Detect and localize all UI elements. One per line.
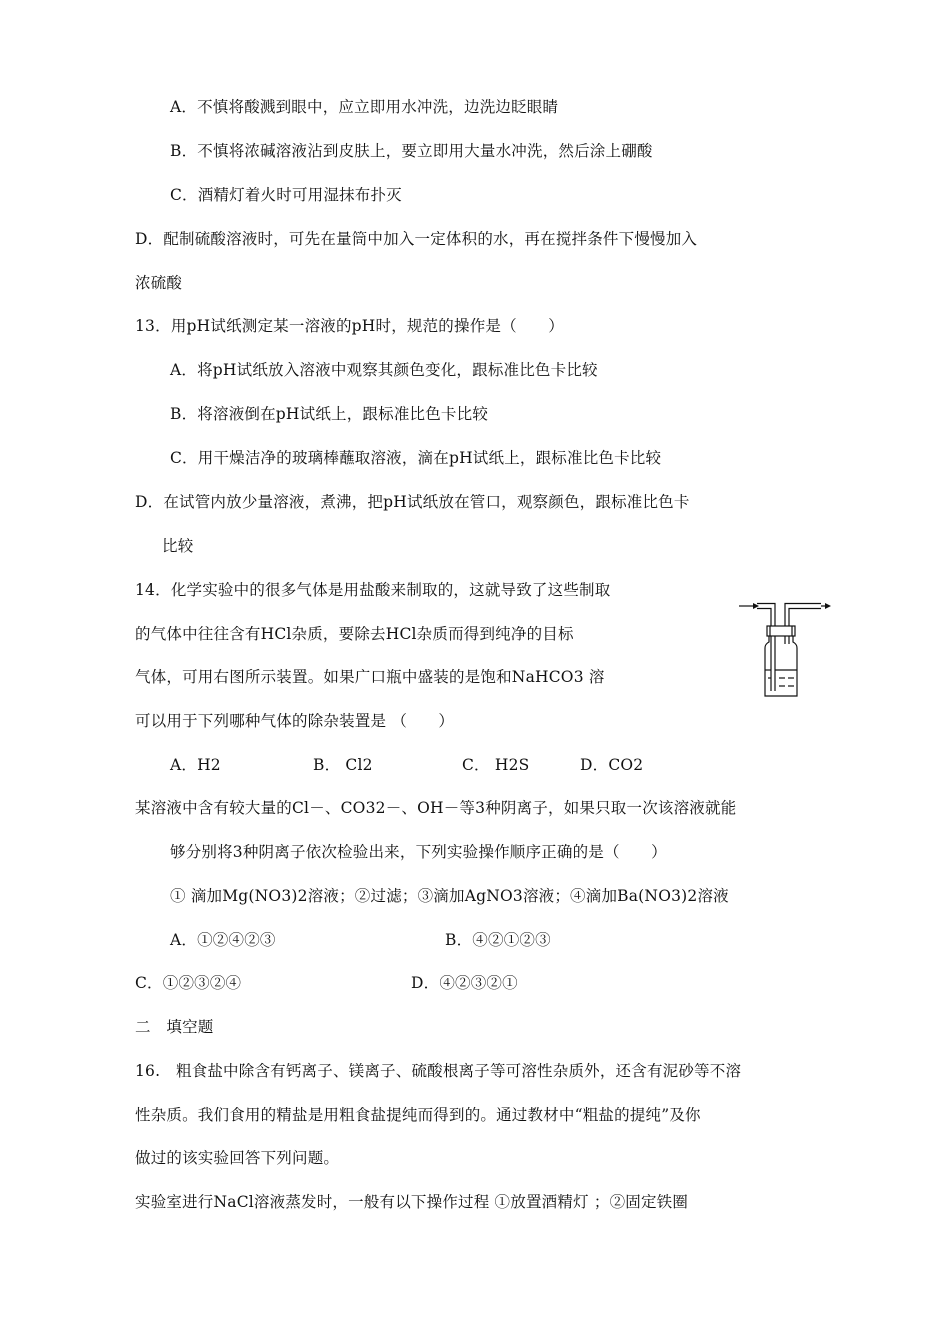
q15-option-a: A．①②④②③ (170, 931, 276, 949)
q14-stem-line1: 14．化学实验中的很多气体是用盐酸来制取的，这就导致了这些制取 (135, 581, 611, 599)
q13-option-a: A．将pH试纸放入溶液中观察其颜色变化，跟标准比色卡比较 (170, 361, 598, 379)
q14-option-a: A．H2 (170, 756, 221, 774)
q16-line4: 实验室进行NaCl溶液蒸发时，一般有以下操作过程 ①放置酒精灯 ；②固定铁圈 (135, 1193, 689, 1211)
q15-option-d: D．④②③②① (411, 974, 518, 992)
q15-stem-line1: 某溶液中含有较大量的Cl－、CO32－、OH－等3种阴离子，如果只取一次该溶液就能 (135, 799, 737, 817)
q13-stem: 13．用pH试纸测定某一溶液的pH时，规范的操作是（ ） (135, 317, 564, 335)
q14-option-c: C． H2S (462, 756, 530, 774)
q15-option-c: C．①②③②④ (135, 974, 242, 992)
q14-stem-line4: 可以用于下列哪种气体的除杂装置是 （ ） (135, 712, 455, 730)
q14-stem-line3: 气体，可用右图所示装置。如果广口瓶中盛装的是饱和NaHCO3 溶 (135, 668, 605, 686)
q15-option-b: B．④②①②③ (445, 931, 551, 949)
section-title-fill-in: 二 填空题 (135, 1018, 214, 1036)
q12-option-a: A．不慎将酸溅到眼中，应立即用水冲洗，边洗边眨眼睛 (170, 98, 559, 116)
q16-line3: 做过的该实验回答下列问题。 (135, 1149, 340, 1167)
q13-option-d-line1: D．在试管内放少量溶液，煮沸，把pH试纸放在管口，观察颜色，跟标准比色卡 (135, 493, 690, 511)
q14-option-b: B． Cl2 (313, 756, 373, 774)
q16-line2: 性杂质。我们食用的精盐是用粗食盐提纯而得到的。通过教材中“粗盐的提纯”及你 (135, 1106, 701, 1124)
gas-washing-bottle-icon (735, 596, 835, 700)
q14-option-d: D．CO2 (580, 756, 644, 774)
q14-stem-line2: 的气体中往往含有HCl杂质，要除去HCl杂质而得到纯净的目标 (135, 625, 574, 643)
q13-option-d-line2: 比较 (162, 537, 194, 555)
q12-option-d-line2: 浓硫酸 (135, 274, 183, 292)
q12-option-d-line1: D．配制硫酸溶液时，可先在量筒中加入一定体积的水，再在搅拌条件下慢慢加入 (135, 230, 698, 248)
q12-option-b: B．不慎将浓碱溶液沾到皮肤上，要立即用大量水冲洗，然后涂上硼酸 (170, 142, 653, 160)
q13-option-c: C．用干燥洁净的玻璃棒蘸取溶液，滴在pH试纸上，跟标准比色卡比较 (170, 449, 662, 467)
q13-option-b: B．将溶液倒在pH试纸上，跟标准比色卡比较 (170, 405, 489, 423)
q15-steps: ① 滴加Mg(NO3)2溶液；②过滤；③滴加AgNO3溶液；④滴加Ba(NO3)2溶液 (170, 887, 729, 905)
q15-stem-line2: 够分别将3种阴离子依次检验出来，下列实验操作顺序正确的是（ ） (170, 843, 667, 861)
q12-option-c: C．酒精灯着火时可用湿抹布扑灭 (170, 186, 402, 204)
q16-line1: 16. 粗食盐中除含有钙离子、镁离子、硫酸根离子等可溶性杂质外，还含有泥砂等不溶 (135, 1062, 742, 1080)
